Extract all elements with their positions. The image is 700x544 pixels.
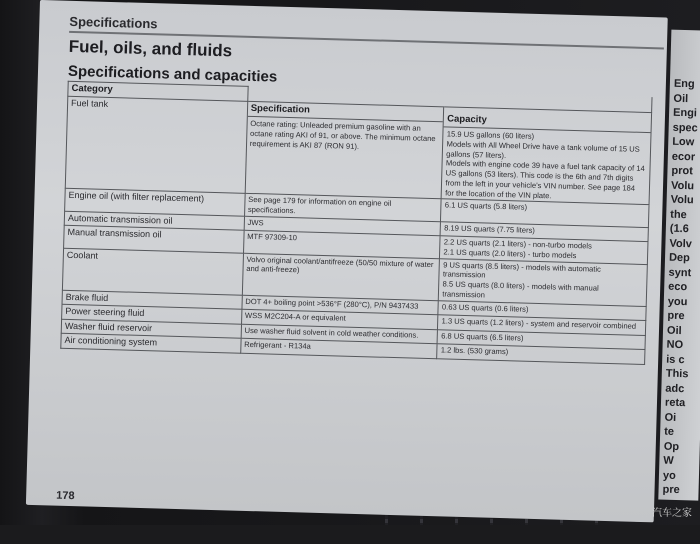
specification-text: See page 179 for information on engine oil specifications. [247,195,392,216]
header-category: Category [68,81,248,101]
capacity-line: 8.19 US quarts (7.75 liters) [444,223,536,235]
specification-text: JWS [247,217,264,228]
edge-text-fragment: yo [662,469,676,482]
edge-text-fragment: Oi [664,411,677,424]
edge-text-fragment: Volu [670,179,695,192]
edge-text-fragment: eco [668,280,688,294]
row-category: Power steering fluid [62,304,242,324]
capacity-line: 2.1 US quarts (2.0 liters) - turbo models [443,247,577,261]
edge-text-fragment: is c [666,353,685,366]
row-specification [242,253,440,300]
row-category: Washer fluid reservoir [61,319,241,339]
row-category: Fuel tank [65,96,247,193]
row-capacity [439,258,648,306]
row-capacity [441,107,651,205]
capacity-line: 6.1 US quarts (5.8 liters) [444,200,528,213]
edge-text-fragment: pre [662,483,680,497]
edge-text-fragment: you [667,295,688,308]
specification-text: WSS M2C204-A or equivalent [244,310,346,323]
edge-text-fragment: pre [667,309,685,323]
section-header: Specifications [69,13,158,32]
capacity-line: Models with All Wheel Drive have a tank volume of 15 US gallons (57 liters). [446,139,640,160]
specification-text: Volvo original coolant/antifreeze (50/50 mixture of water and anti-freeze) [246,254,434,275]
edge-text-fragment: the [670,208,687,221]
capacity-line: 9 US quarts (8.5 liters) - models with automatic transmission [442,260,602,280]
edge-text-fragment: ecor [671,150,696,163]
edge-text-fragment: prot [671,164,694,178]
header-specification: Specification [248,102,444,123]
capacity-line: 6.8 US quarts (6.5 liters) [441,330,524,343]
capacity-line: 0.63 US quarts (0.6 liters) [441,301,529,314]
edge-text-fragment: Oil [673,92,689,105]
specification-text: Refrigerant - R134a [244,339,311,351]
edge-text-fragment: Volv [669,237,693,250]
edge-text-fragment: Eng [673,77,695,91]
row-category: Brake fluid [62,290,242,310]
edge-text-fragment: (1.6 [669,222,689,236]
edge-text-fragment: reta [664,396,686,410]
specification-text: Use washer fluid solvent in cold weather conditions. [244,325,419,340]
page-title: Fuel, oils, and fluids [68,36,233,61]
specification-text: Octane rating: Unleaded premium gasoline with an octane rating AKI of 91, or above. The minimum octane requirement is AKI 87 (RON 91). [249,119,436,151]
edge-text-fragment: spec [672,121,698,134]
specifications-table [60,81,652,365]
capacity-line: 1.2 lbs. (530 grams) [440,345,509,357]
edge-text-fragment: Low [672,135,695,149]
capacity-line: 2.2 US quarts (2.1 liters) - non-turbo models [443,237,592,251]
capacity-line: 15.9 US gallons (60 liters) [446,129,535,142]
watermark: 汽车之家 [652,508,692,519]
row-category: Coolant [62,248,243,295]
edge-text-fragment: adc [665,382,685,395]
manual-page-spread [25,0,699,543]
edge-text-fragment: Op [663,440,680,453]
row-category: Engine oil (with filter replacement) [65,189,245,216]
edge-text-fragment: Oil [666,324,682,337]
capacity-line: 1.3 US quarts (1.2 liters) - system and reservoir combined [441,316,637,331]
edge-text-fragment: NO [666,338,684,352]
capacity-line: Models with engine code 39 have a fuel tank capacity of 14 US gallons (53 liters). This code is the 6th and 7th digits from the left in your vehicle's VIN number. See page 184 for the location of the VIN plate. [445,158,645,200]
header-capacity: Capacity [444,107,651,133]
table-title: Specifications and capacities [67,62,278,86]
row-category: Manual transmission oil [64,226,244,253]
edge-text-fragment: te [664,425,675,438]
specification-text: DOT 4+ boiling point >536°F (280°C), P/N 9437433 [245,296,419,311]
row-category: Automatic transmission oil [64,211,244,231]
specification-text: MTF 97309-10 [247,232,298,243]
page-number: 178 [55,489,75,503]
edge-text-fragment: Volu [670,193,694,207]
row-specification [245,101,444,199]
row-category: Air conditioning system [61,333,241,353]
edge-text-fragment: W [663,454,674,467]
manual-page [26,0,668,522]
edge-text-fragment: synt [668,266,692,279]
edge-text-fragment: Engi [672,106,698,120]
edge-text-fragment: Dep [668,251,690,265]
table-row [65,96,651,204]
edge-text-fragment: This [665,367,689,381]
capacity-line: 8.5 US quarts (8.0 liters) - models with manual transmission [442,279,599,300]
